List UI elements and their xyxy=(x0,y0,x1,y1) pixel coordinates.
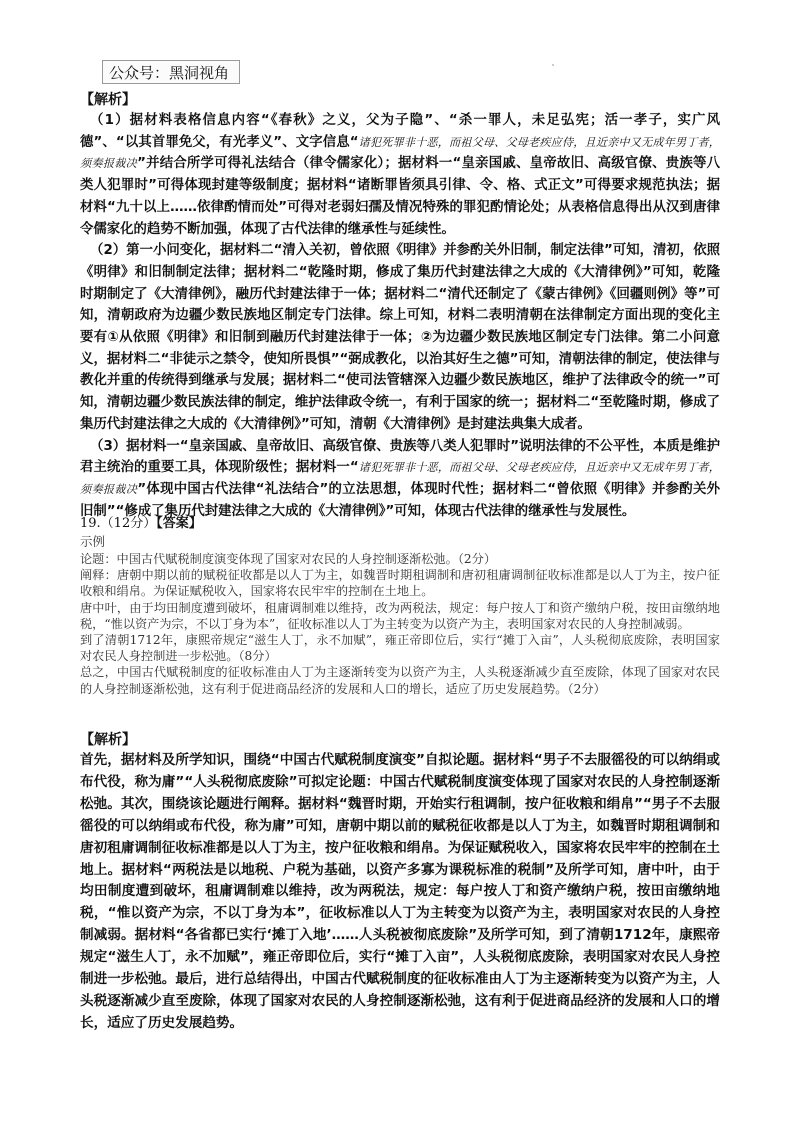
answer-tag: 【答案】 xyxy=(156,516,202,531)
para1-text-b: ”并结合所学可得礼法结合（律令儒家化）；据材料一“皇亲国戚、皇帝故旧、高级官僚、贵族等八类人犯罪时”可得体现封建等级制度；据材料“诸断罪皆须具引律、令、格、式正文”可得要求规范执法；据材料“九十以上……依律酌情而处”可得对老弱妇孺及情况特殊的罪犯酌情论处；从表格信息得出从汉到唐律令儒家化的趋势不断加强，体现了古代法律的继承性与延续性。 xyxy=(80,156,720,237)
analysis-tag-2: 【解析】 xyxy=(80,732,136,748)
para1-quote: 诸犯死罪非十恶，而祖父母、父母老疾应侍，且近亲中又无成年男丁者，须奏报裁决 xyxy=(80,135,720,171)
elaboration-2: 唐中叶，由于均田制度遭到破坏，租庸调制难以维持，改为两税法，规定：每户按人丁和资产缴纳户税，按田亩缴纳地税，“惟以资产为宗，不以丁身为本”，征收标准以人丁为主转变为以资产为主，表明国家对农民的人身控制减弱。 xyxy=(80,600,720,631)
analysis-paragraph-3 xyxy=(80,436,720,523)
watermark-label: 公众号：黑洞视角 xyxy=(102,60,240,84)
para3-text-a: （3）据材料一“皇亲国戚、皇帝故旧、高级官僚、贵族等八类人犯罪时”说明法律的不公平性，本质是维护君主统治的重要工具，体现阶级性；据材料一“ xyxy=(80,438,720,476)
summary-text: 总之，中国古代赋税制度的征收标准由人丁为主逐渐转变为以资产为主，人头税逐渐减少直至废除，体现了国家对农民的人身控制逐渐松弛，这有利于促进商品经济的发展和人口的增长，适应了历史发展趋势。（2分） xyxy=(80,665,720,696)
question-19-section xyxy=(80,515,720,697)
thesis-text: 论题：中国古代赋税制度演变体现了国家对农民的人身控制逐渐松弛。（2分） xyxy=(80,552,497,566)
para1-text-a: （1）据材料表格信息内容“《春秋》之义，父为子隐”、“杀一罪人，未足弘宪；活一孝子，实广风德”、“以其首罪免父，有光孝义”、文字信息“ xyxy=(80,113,720,150)
stray-dot xyxy=(552,64,554,66)
para3-quote: 诸犯死罪非十恶，而祖父母、父母老疾应侍，且近亲中又无成年男丁者，须奏报裁决 xyxy=(80,461,720,496)
analysis-paragraph-1 xyxy=(80,110,720,240)
analysis-19-text: 首先，据材料及所学知识，围绕“中国古代赋税制度演变”自拟论题。据材料“男子不去服徭役的可以纳绢或布代役，称为庸”“人头税彻底废除”可拟定论题：中国古代赋税制度演变体现了国家对农民的人身控制逐渐松弛。其次，围绕该论题进行阐释。据材料“魏晋时期，开始实行租调制，按户征收粮和绢帛”“男子不去服徭役的可以纳绢或布代役，称为庸”可知，唐朝中期以前的赋税征收都是以人丁为主，如魏晋时期租调制和唐初租庸调制征收标准都是以人丁为主，按户征收粮和绢帛。为保证赋税收入，国家将农民牢牢的控制在土地上。据材料“两税法是以地税、户税为基础，以资产多寡为课税标准的税制”及所学可知，唐中叶，由于均田制度遭到破坏，租庸调制难以维持，改为两税法，规定：每户按人丁和资产缴纳户税，按田亩缴纳地税，“惟以资产为宗，不以丁身为本”，征收标准以人丁为主转变为以资产为主，表明国家对农民的人身控制减弱。据材料“各省都已实行‘摊丁入地’……人头税被彻底废除”及所学可知，到了清朝1712年，康熙帝规定“滋生人丁，永不加赋”，雍正帝即位后，实行“摊丁入亩”，人头税彻底废除，表明国家对农民人身控制进一步松弛。最后，进行总结得出，中国古代赋税制度的征收标准由人丁为主逐渐转变为以资产为主，人头税逐渐减少直至废除，体现了国家对农民的人身控制逐渐松弛，这有利于促进商品经济的发展和人口的增长，适应了历史发展趋势。 xyxy=(80,752,720,1031)
question-19-header xyxy=(80,515,720,533)
elaboration-1: 阐释：唐朝中期以前的赋税征收都是以人丁为主，如魏晋时期租调制和唐初租庸调制征收标准都是以人丁为主，按户征收粮和绢帛。为保证赋税收入，国家将农民牢牢的控制在土地上。 xyxy=(80,568,720,599)
analysis-paragraph-2: （2）第一小问变化，据材料二“清入关初，曾依照《明律》并参酌关外旧制，制定法律”可知，清初，依照《明律》和旧制制定法律；据材料二“乾隆时期，修成了集历代封建法律之大成的《大清律例》”可知，乾隆时期制定了《大清律例》，融历代封建法律于一体；据材料二“清代还制定了《蒙古律例》《回疆则例》等”可知，清朝政府为边疆少数民族地区制定专门法律。综上可知，材料二表明清朝在法律制定方面出现的变化主要有①从依照《明律》和旧制到融历代封建法律于一体；②为边疆少数民族地区制定专门法律。第二小问意义，据材料二“非徒示之禁令，使知所畏惧”“弼成教化，以治其好生之德”可知，清朝法律的制定，使法律与教化并重的传统得到继承与发展；据材料二“使司法管辖深入边疆少数民族地区，维护了法律政令的统一”可知，清朝边疆少数民族法律的制定，维护法律政令统一，有利于国家的统一；据材料二“至乾隆时期，修成了集历代封建法律之大成的《大清律例》”可知，清朝《大清律例》是封建法典集大成者。 xyxy=(80,243,720,432)
analysis-section-19 xyxy=(80,730,720,1035)
analysis-section-18 xyxy=(80,90,720,522)
analysis-tag: 【解析】 xyxy=(80,92,136,108)
question-number: 19.（12分） xyxy=(80,516,157,531)
elaboration-3: 到了清朝1712年，康熙帝规定“滋生人丁，永不加赋”，雍正帝即位后，实行“摊丁入亩”，人头税彻底废除，表明国家对农民人身控制进一步松弛。（8分） xyxy=(80,633,720,664)
para3-text-b: ”体现中国古代法律“礼法结合”的立法思想，体现时代性；据材料二“曾依照《明律》并参酌关外旧制”“修成了集历代封建法律之大成的《大清律例》”可知，体现古代法律的继承性与发展性。 xyxy=(80,481,720,519)
example-title: 示例 xyxy=(80,534,106,549)
